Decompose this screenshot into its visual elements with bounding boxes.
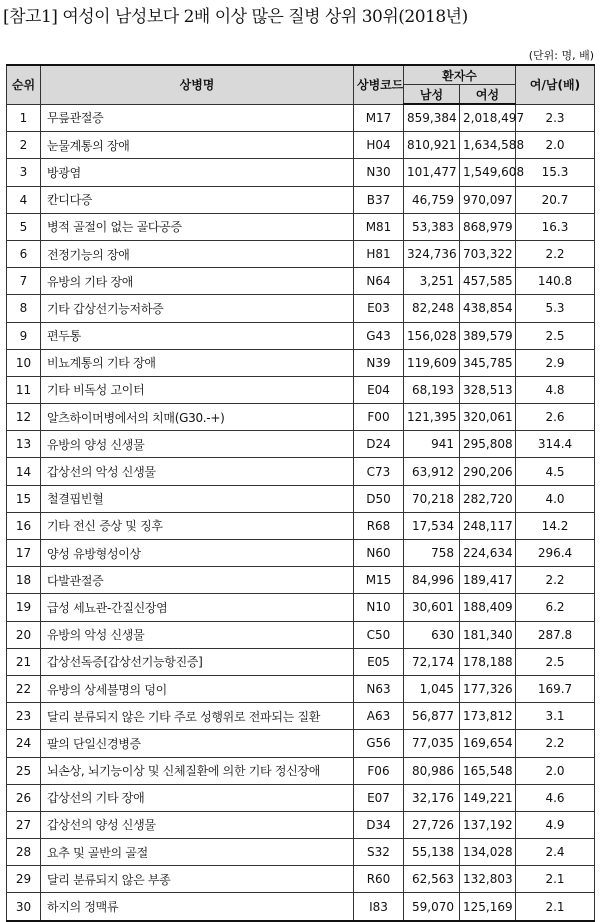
table-row [7,322,595,349]
cell-male: 17,534 [404,512,460,539]
cell-ratio: 5.3 [516,295,595,322]
cell-code: R60 [354,866,404,893]
cell-code: M17 [354,104,404,132]
cell-female: 703,322 [460,240,516,267]
cell-female: 165,548 [460,757,516,784]
table-row [7,730,595,757]
cell-ratio: 20.7 [516,186,595,213]
cell-ratio: 14.2 [516,512,595,539]
cell-ratio: 6.2 [516,594,595,621]
cell-female: 137,192 [460,811,516,838]
cell-male: 101,477 [404,159,460,186]
header-ratio: 여/남(배) [516,65,595,104]
cell-rank: 14 [7,458,41,485]
cell-name: 기타 비독성 고이터 [41,376,354,403]
cell-male: 1,045 [404,675,460,702]
cell-name: 요추 및 골반의 골절 [41,839,354,866]
cell-ratio: 2.1 [516,866,595,893]
cell-female: 134,028 [460,839,516,866]
cell-ratio: 296.4 [516,540,595,567]
table-row [7,213,595,240]
cell-rank: 1 [7,104,41,132]
table-row [7,784,595,811]
cell-male: 56,877 [404,703,460,730]
cell-rank: 6 [7,240,41,267]
cell-code: E04 [354,376,404,403]
cell-female: 295,808 [460,431,516,458]
cell-female: 457,585 [460,268,516,295]
table-row [7,132,595,159]
cell-female: 328,513 [460,376,516,403]
cell-rank: 19 [7,594,41,621]
cell-rank: 26 [7,784,41,811]
cell-code: G56 [354,730,404,757]
cell-rank: 20 [7,621,41,648]
cell-code: N64 [354,268,404,295]
cell-rank: 25 [7,757,41,784]
header-patients: 환자수 [404,65,516,85]
cell-male: 68,193 [404,376,460,403]
cell-code: N63 [354,675,404,702]
cell-name: 갑상선의 양성 신생물 [41,811,354,838]
cell-rank: 7 [7,268,41,295]
cell-name: 철결핍빈혈 [41,485,354,512]
cell-ratio: 2.6 [516,404,595,431]
cell-male: 82,248 [404,295,460,322]
cell-name: 유방의 기타 장애 [41,268,354,295]
cell-rank: 2 [7,132,41,159]
cell-name: 팔의 단일신경병증 [41,730,354,757]
table-row [7,893,595,921]
cell-code: A63 [354,703,404,730]
header-male: 남성 [404,85,460,105]
cell-female: 149,221 [460,784,516,811]
cell-code: D24 [354,431,404,458]
cell-code: B37 [354,186,404,213]
cell-male: 77,035 [404,730,460,757]
cell-rank: 8 [7,295,41,322]
cell-male: 63,912 [404,458,460,485]
cell-ratio: 2.4 [516,839,595,866]
table-row [7,295,595,322]
table-row [7,431,595,458]
cell-name: 갑상선독증[갑상선기능항진증] [41,648,354,675]
cell-name: 급성 세뇨관-간질신장염 [41,594,354,621]
cell-ratio: 4.6 [516,784,595,811]
cell-female: 389,579 [460,322,516,349]
cell-rank: 12 [7,404,41,431]
cell-name: 병적 골절이 없는 골다공증 [41,213,354,240]
table-row [7,458,595,485]
cell-male: 156,028 [404,322,460,349]
cell-name: 알츠하이머병에서의 치매(G30.-+) [41,404,354,431]
table-row [7,376,595,403]
cell-male: 53,383 [404,213,460,240]
cell-name: 달리 분류되지 않은 기타 주로 성행위로 전파되는 질환 [41,703,354,730]
cell-name: 갑상선의 악성 신생물 [41,458,354,485]
cell-male: 80,986 [404,757,460,784]
table-row [7,703,595,730]
table-row [7,811,595,838]
header-disease-name: 상병명 [41,65,354,104]
cell-ratio: 2.9 [516,349,595,376]
cell-name: 기타 전신 증상 및 징후 [41,512,354,539]
cell-rank: 15 [7,485,41,512]
table-row [7,268,595,295]
cell-code: G43 [354,322,404,349]
table-row [7,104,595,132]
table-row [7,186,595,213]
cell-code: N30 [354,159,404,186]
cell-female: 290,206 [460,458,516,485]
cell-female: 1,634,588 [460,132,516,159]
cell-rank: 13 [7,431,41,458]
table-row [7,240,595,267]
cell-female: 177,326 [460,675,516,702]
cell-rank: 22 [7,675,41,702]
cell-male: 758 [404,540,460,567]
cell-female: 125,169 [460,893,516,921]
cell-female: 224,634 [460,540,516,567]
table-row [7,648,595,675]
cell-code: D34 [354,811,404,838]
cell-rank: 16 [7,512,41,539]
cell-name: 편두통 [41,322,354,349]
cell-female: 132,803 [460,866,516,893]
table-row [7,594,595,621]
cell-rank: 29 [7,866,41,893]
table-row [7,485,595,512]
header-code: 상병코드 [354,65,404,104]
cell-name: 무릎관절증 [41,104,354,132]
cell-female: 248,117 [460,512,516,539]
cell-code: H81 [354,240,404,267]
cell-rank: 11 [7,376,41,403]
table-body [7,104,595,921]
cell-female: 438,854 [460,295,516,322]
table-row [7,866,595,893]
cell-female: 169,654 [460,730,516,757]
table-row [7,839,595,866]
cell-code: E05 [354,648,404,675]
cell-ratio: 2.2 [516,730,595,757]
cell-name: 유방의 양성 신생물 [41,431,354,458]
cell-female: 345,785 [460,349,516,376]
cell-name: 방광염 [41,159,354,186]
cell-ratio: 2.0 [516,132,595,159]
cell-name: 뇌손상, 뇌기능이상 및 신체질환에 의한 기타 정신장애 [41,757,354,784]
cell-rank: 30 [7,893,41,921]
cell-rank: 10 [7,349,41,376]
cell-rank: 27 [7,811,41,838]
cell-male: 30,601 [404,594,460,621]
cell-male: 72,174 [404,648,460,675]
cell-name: 비뇨계통의 기타 장애 [41,349,354,376]
cell-ratio: 140.8 [516,268,595,295]
cell-code: H04 [354,132,404,159]
cell-female: 189,417 [460,567,516,594]
cell-female: 1,549,608 [460,159,516,186]
cell-female: 2,018,497 [460,104,516,132]
disease-table [6,64,595,922]
cell-rank: 17 [7,540,41,567]
cell-male: 121,395 [404,404,460,431]
cell-name: 갑상선의 기타 장애 [41,784,354,811]
cell-code: E03 [354,295,404,322]
cell-code: N10 [354,594,404,621]
cell-code: C50 [354,621,404,648]
cell-name: 칸디다증 [41,186,354,213]
cell-code: R68 [354,512,404,539]
cell-female: 320,061 [460,404,516,431]
cell-female: 173,812 [460,703,516,730]
cell-name: 달리 분류되지 않은 부종 [41,866,354,893]
cell-code: F06 [354,757,404,784]
cell-ratio: 4.5 [516,458,595,485]
cell-rank: 21 [7,648,41,675]
cell-ratio: 4.8 [516,376,595,403]
cell-female: 188,409 [460,594,516,621]
table-row [7,512,595,539]
cell-name: 눈물계통의 장애 [41,132,354,159]
cell-rank: 18 [7,567,41,594]
cell-rank: 9 [7,322,41,349]
cell-code: M15 [354,567,404,594]
cell-ratio: 2.0 [516,757,595,784]
header-rank: 순위 [7,65,41,104]
cell-male: 630 [404,621,460,648]
cell-code: N60 [354,540,404,567]
cell-ratio: 314.4 [516,431,595,458]
cell-ratio: 3.1 [516,703,595,730]
cell-ratio: 287.8 [516,621,595,648]
cell-male: 32,176 [404,784,460,811]
cell-female: 178,188 [460,648,516,675]
cell-male: 324,736 [404,240,460,267]
cell-female: 970,097 [460,186,516,213]
unit-note: (단위: 명, 배) [528,49,594,62]
cell-code: F00 [354,404,404,431]
cell-code: I83 [354,893,404,921]
table-row [7,757,595,784]
cell-ratio: 2.2 [516,567,595,594]
cell-female: 282,720 [460,485,516,512]
cell-ratio: 2.5 [516,322,595,349]
cell-male: 70,218 [404,485,460,512]
cell-name: 유방의 상세불명의 덩이 [41,675,354,702]
cell-code: N39 [354,349,404,376]
cell-name: 기타 갑상선기능저하증 [41,295,354,322]
cell-male: 27,726 [404,811,460,838]
cell-ratio: 16.3 [516,213,595,240]
table-row [7,404,595,431]
cell-name: 다발관절증 [41,567,354,594]
cell-male: 859,384 [404,104,460,132]
table-row [7,621,595,648]
cell-name: 유방의 악성 신생물 [41,621,354,648]
cell-ratio: 4.9 [516,811,595,838]
cell-rank: 3 [7,159,41,186]
cell-male: 941 [404,431,460,458]
cell-name: 하지의 정맥류 [41,893,354,921]
cell-ratio: 2.1 [516,893,595,921]
cell-name: 전정기능의 장애 [41,240,354,267]
cell-male: 55,138 [404,839,460,866]
cell-male: 62,563 [404,866,460,893]
table-row [7,349,595,376]
cell-name: 양성 유방형성이상 [41,540,354,567]
cell-male: 810,921 [404,132,460,159]
table-row [7,567,595,594]
cell-male: 46,759 [404,186,460,213]
cell-ratio: 2.5 [516,648,595,675]
cell-ratio: 2.2 [516,240,595,267]
cell-male: 3,251 [404,268,460,295]
cell-rank: 23 [7,703,41,730]
cell-rank: 24 [7,730,41,757]
table-row [7,675,595,702]
cell-male: 119,609 [404,349,460,376]
cell-ratio: 169.7 [516,675,595,702]
cell-code: C73 [354,458,404,485]
cell-code: S32 [354,839,404,866]
cell-female: 181,340 [460,621,516,648]
cell-code: M81 [354,213,404,240]
cell-rank: 28 [7,839,41,866]
cell-code: D50 [354,485,404,512]
cell-ratio: 4.0 [516,485,595,512]
cell-ratio: 15.3 [516,159,595,186]
cell-rank: 5 [7,213,41,240]
cell-ratio: 2.3 [516,104,595,132]
document-title: [참고1] 여성이 남성보다 2배 이상 많은 질병 상위 30위(2018년) [3,7,468,27]
cell-code: E07 [354,784,404,811]
cell-female: 868,979 [460,213,516,240]
table-row [7,540,595,567]
cell-rank: 4 [7,186,41,213]
table-row [7,159,595,186]
cell-male: 59,070 [404,893,460,921]
header-female: 여성 [460,85,516,105]
cell-male: 84,996 [404,567,460,594]
